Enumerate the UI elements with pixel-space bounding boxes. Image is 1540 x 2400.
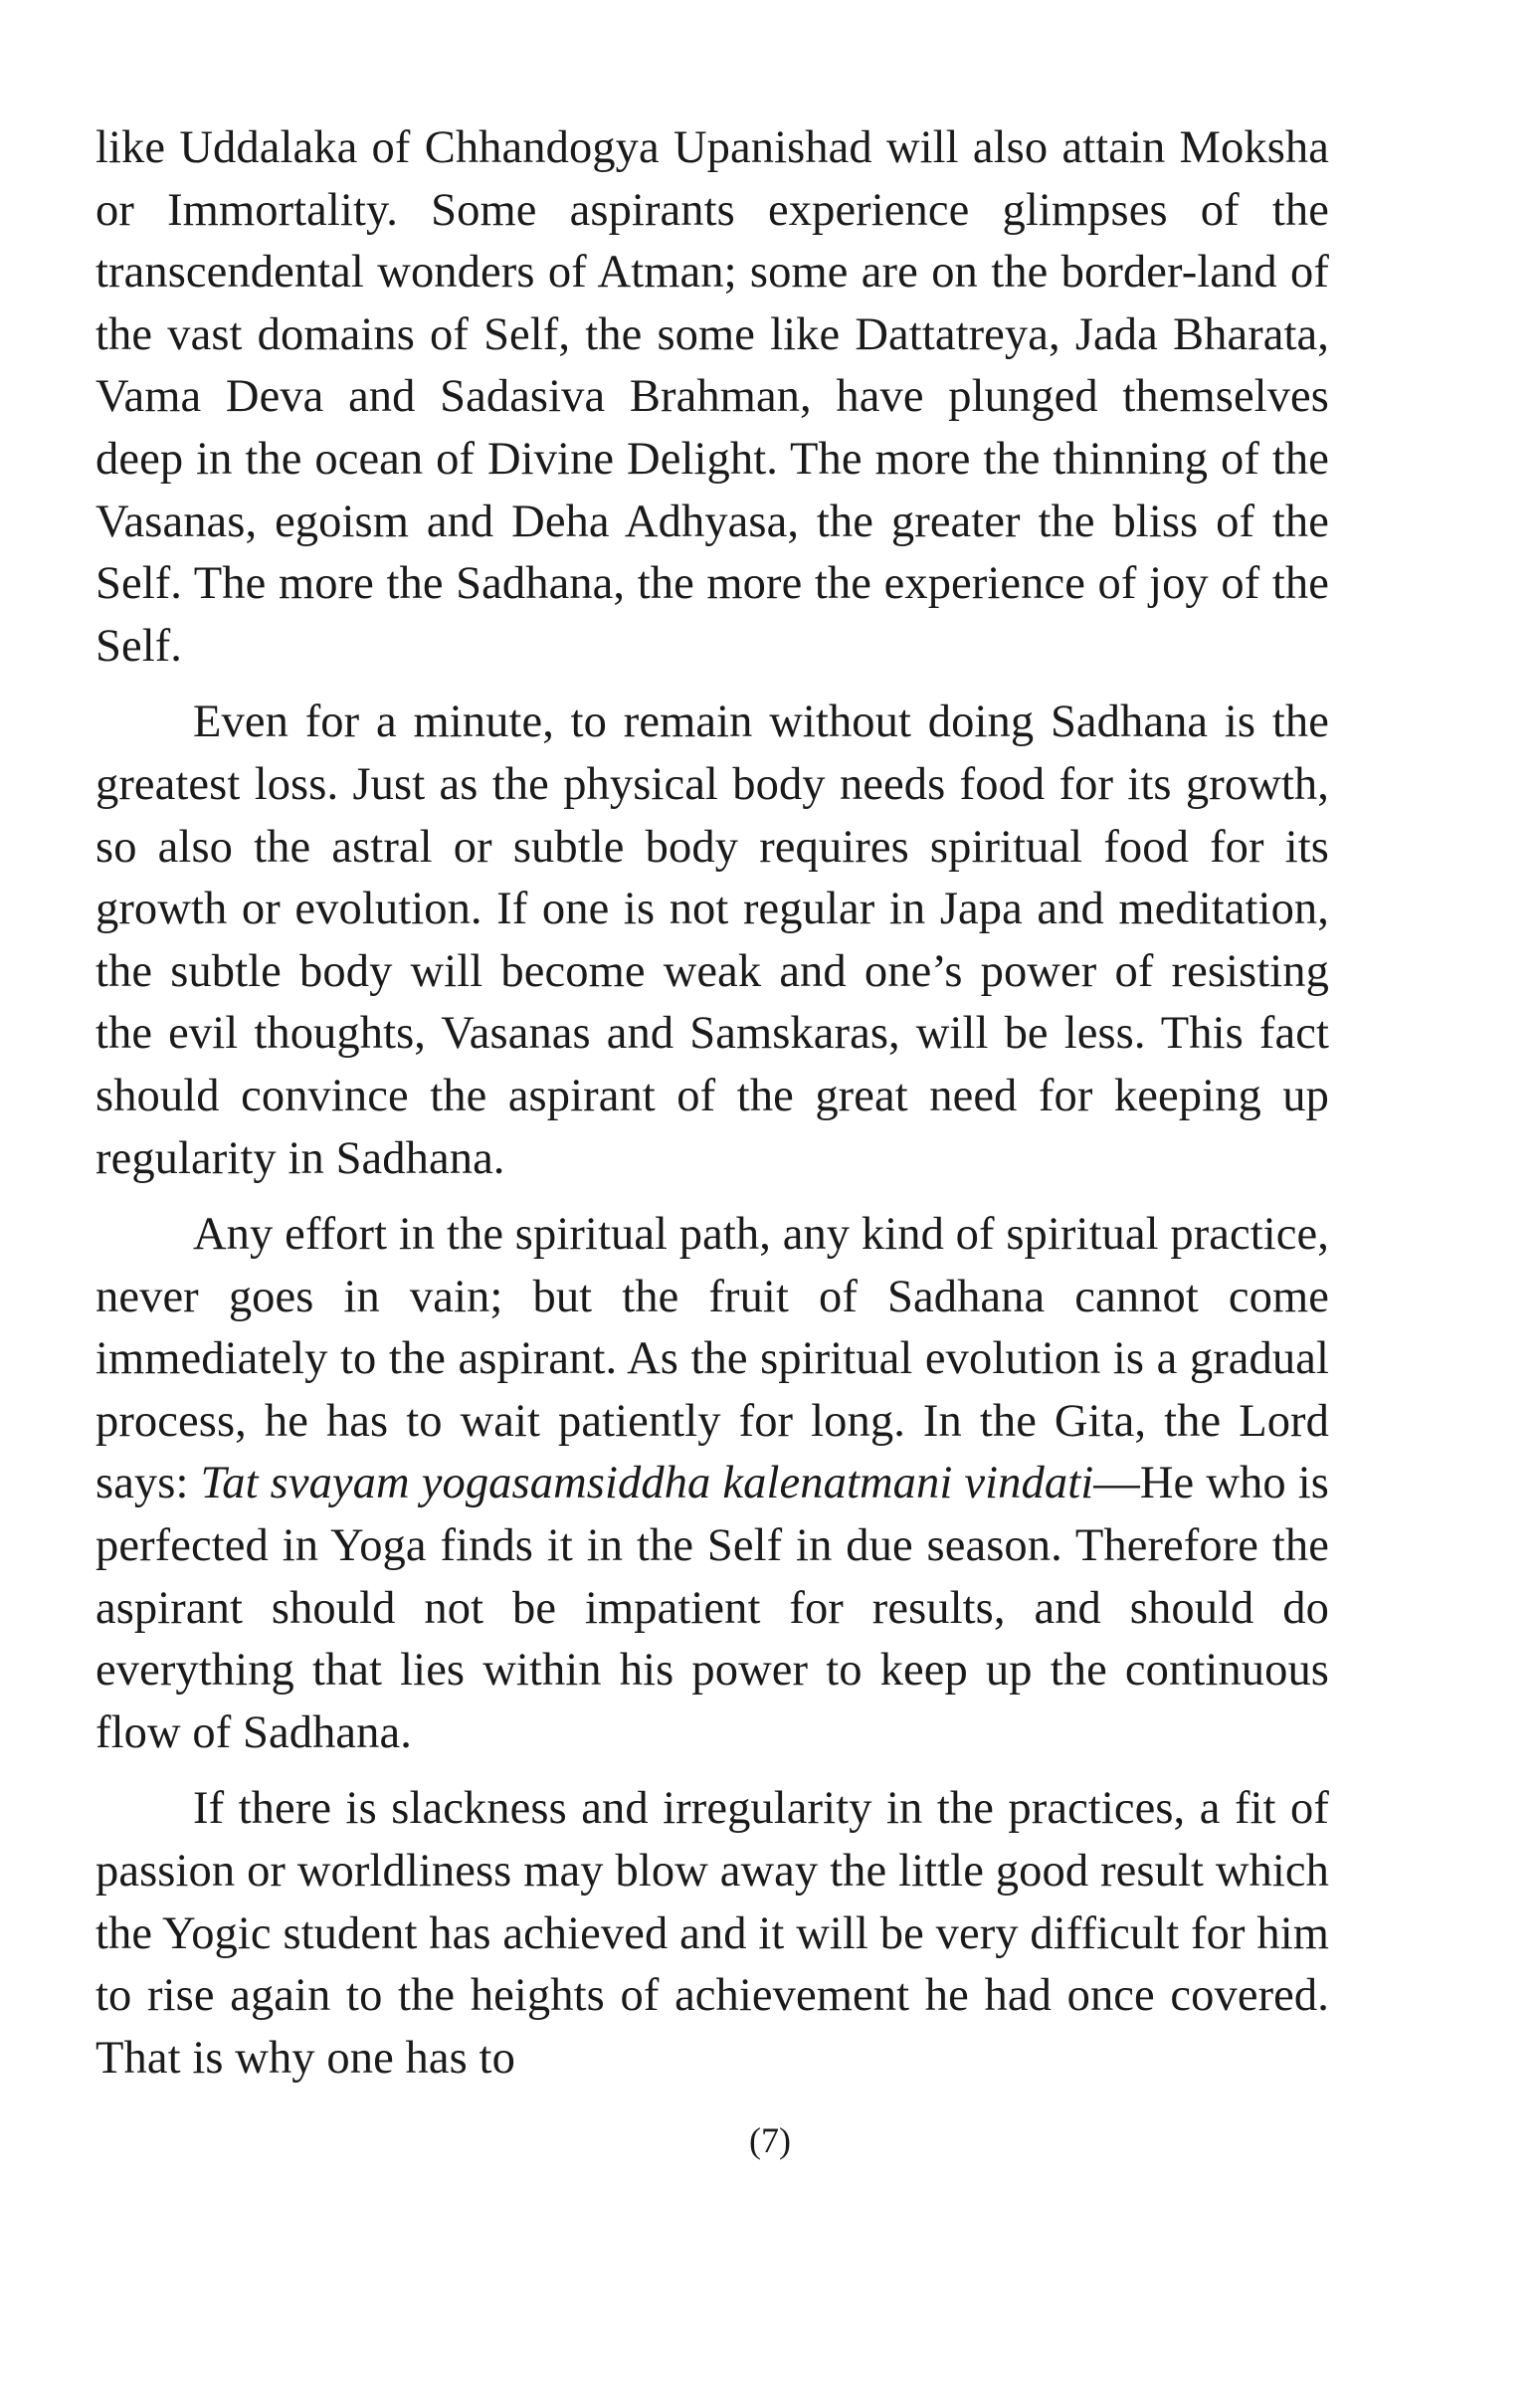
paragraph-3-text-b: —He who is perfected in Yoga finds it in the Self in due season. Therefore the aspirant should not be impatient for results, and should do everything that lies within his power to keep up the continuous flow of Sadhana. xyxy=(96,1458,1329,1758)
paragraph-4 xyxy=(96,1778,1329,2090)
gita-quote-italic: Tat svayam yogasamsiddha kalenatmani vindati xyxy=(200,1458,1094,1509)
body-text xyxy=(96,117,1329,2090)
paragraph-1 xyxy=(96,117,1329,678)
paragraph-4-text: If there is slackness and irregularity in the practices, a fit of passion or worldliness may blow away the little good result which the Yogic student has achieved and it will be very difficult for him to rise again to the heights of achievement he had once covered. That is why one has to xyxy=(96,1783,1329,2084)
paragraph-2-text: Even for a minute, to remain without doing Sadhana is the greatest loss. Just as the physical body needs food for its growth, so also the astral or subtle body requires spiritual food for its growth or evolution. If one is not regular in Japa and meditation, the subtle body will become weak and one’s power of resisting the evil thoughts, Vasanas and Samskaras, will be less. This fact should convince the aspirant of the great need for keeping up regularity in Sadhana. xyxy=(96,697,1329,1184)
page-number: (7) xyxy=(749,2120,791,2160)
paragraph-2 xyxy=(96,692,1329,1190)
paragraph-1-text: like Uddalaka of Chhandogya Upanishad will also attain Moksha or Immortality. Some aspirants experience glimpses of the transcendental wonders of Atman; some are on the border-land of the vast domains of Self, the some like Dattatreya, Jada Bharata, Vama Deva and Sadasiva Brahman, have plunged themselves deep in the ocean of Divine Delight. The more the thinning of the Vasanas, egoism and Deha Adhyasa, the greater the bliss of the Self. The more the Sadhana, the more the experience of joy of the Self. xyxy=(96,122,1329,672)
paragraph-3-text-a: Any effort in the spiritual path, any kind of spiritual practice, never goes in vain; but the fruit of Sadhana cannot come immediately to the aspirant. As the spiritual evolution is a gradual process, he has to wait patiently for long. In the Gita, the Lord says: xyxy=(96,1209,1330,1509)
paragraph-3 xyxy=(96,1204,1329,1764)
